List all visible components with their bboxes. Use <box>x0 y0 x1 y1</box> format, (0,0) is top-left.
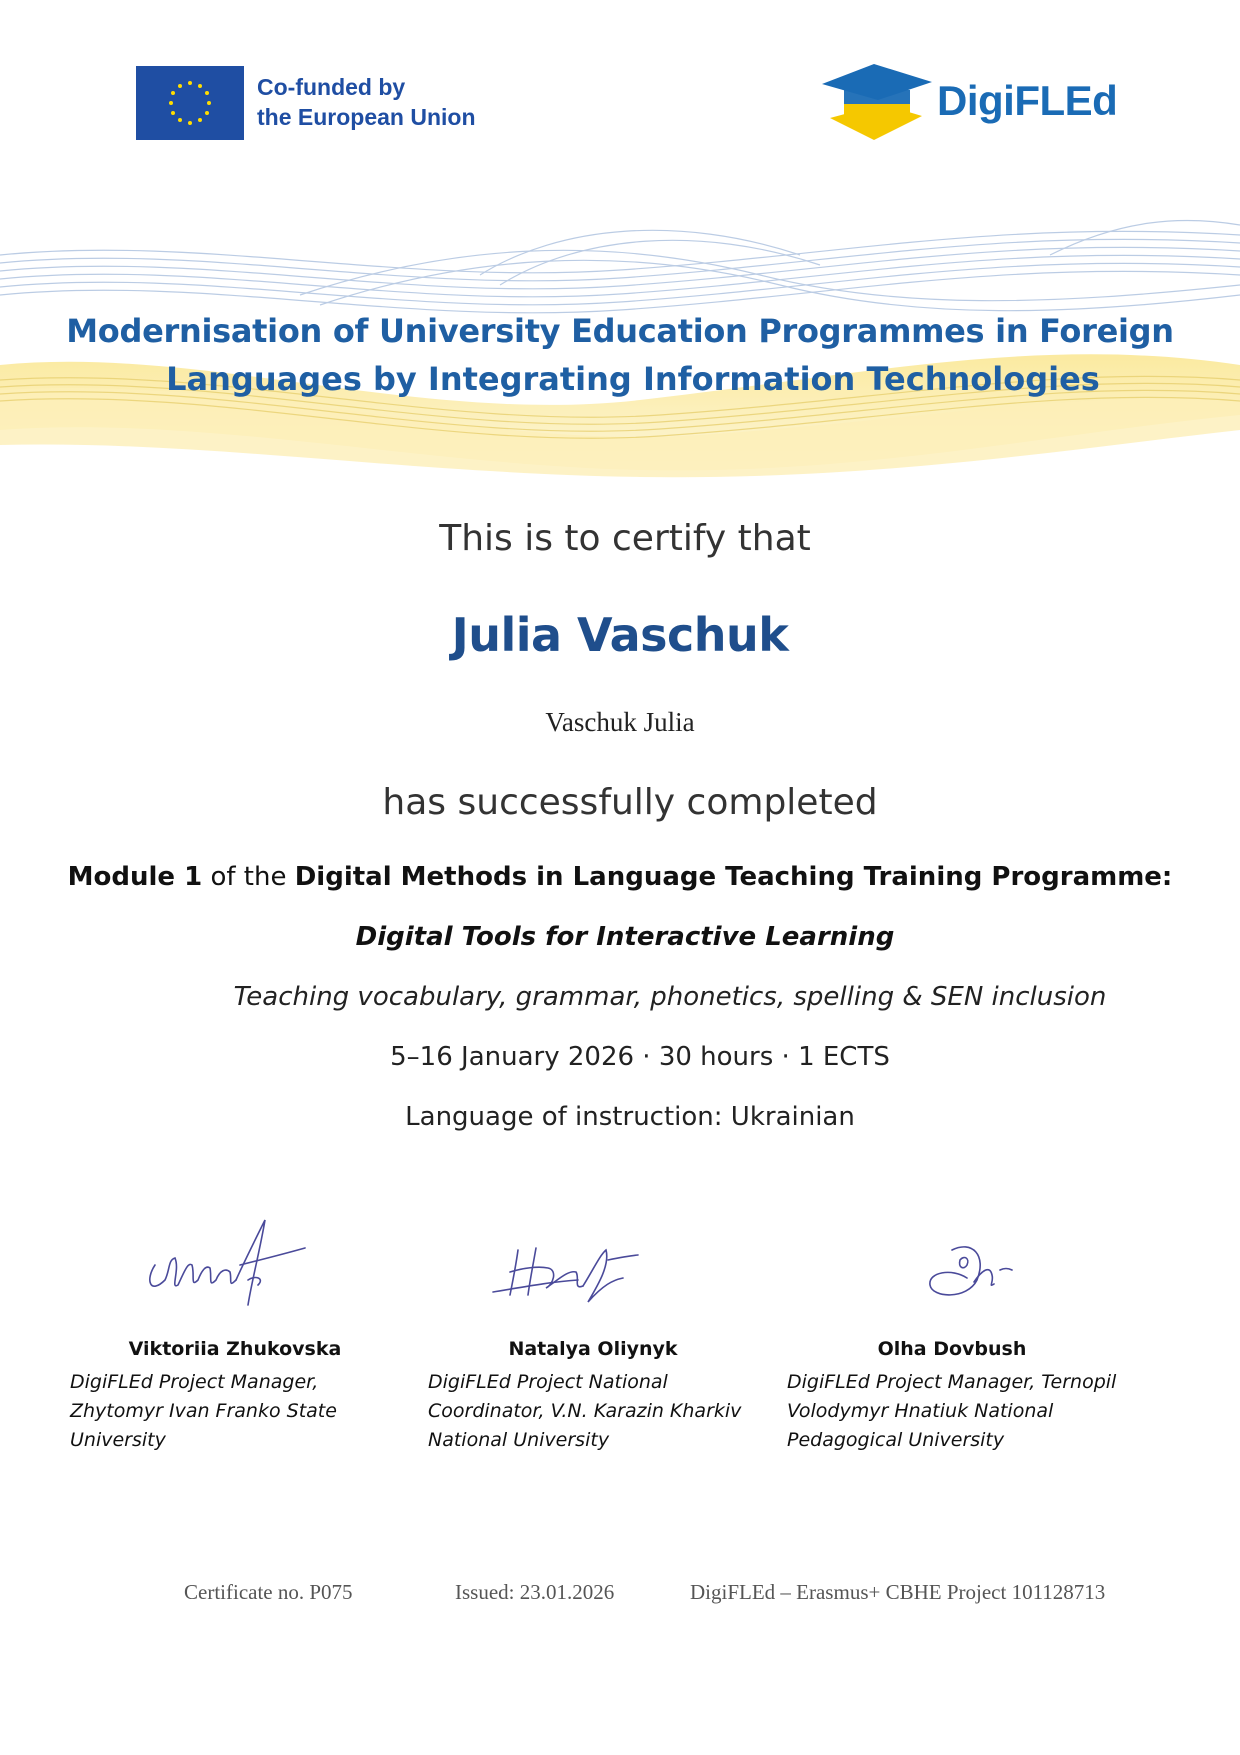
digifled-wordmark: DigiFLEd <box>937 77 1118 124</box>
dates-hours-credits: 5–16 January 2026 · 30 hours · 1 ECTS <box>390 1042 890 1072</box>
role-line: Coordinator, V.N. Karazin Kharkiv <box>428 1400 742 1422</box>
recipient-name: Julia Vaschuk <box>451 608 789 662</box>
digifled-logo <box>822 60 1118 150</box>
eu-line-1: Co-funded by <box>257 74 406 100</box>
role-line: Zhytomyr Ivan Franko State <box>70 1400 337 1422</box>
role-line: DigiFLEd Project Manager, Ternopil <box>787 1371 1117 1393</box>
language-of-instruction: Language of instruction: Ukrainian <box>405 1102 855 1132</box>
completed-text: has successfully completed <box>382 782 878 823</box>
eu-flag-icon <box>136 66 244 140</box>
banner-title-line-2: Languages by Integrating Information Technologies <box>166 360 1100 398</box>
role-line: Pedagogical University <box>787 1429 1005 1451</box>
signatory-role <box>787 1368 1117 1455</box>
signature-3 <box>912 1210 1032 1320</box>
eu-line-2: the European Union <box>257 104 476 130</box>
role-line: DigiFLEd Project National <box>428 1371 668 1393</box>
banner-title-line-1: Modernisation of University Education Programmes in Foreign <box>66 312 1174 350</box>
graduation-cap-icon <box>822 60 937 150</box>
module-number: Module 1 <box>67 862 203 892</box>
role-line: University <box>70 1429 166 1451</box>
certify-text: This is to certify that <box>439 518 811 559</box>
module-line <box>0 862 1240 892</box>
issue-date: Issued: 23.01.2026 <box>455 1580 615 1604</box>
signatory-role <box>70 1368 400 1455</box>
module-connector: of the <box>202 862 295 892</box>
wave-pattern <box>0 215 1240 485</box>
module-topics: Teaching vocabulary, grammar, phonetics, spelling & SEN inclusion <box>233 982 1107 1012</box>
signatory-role <box>428 1368 758 1455</box>
signatory-name: Viktoriia Zhukovska <box>128 1338 342 1360</box>
signature-2 <box>488 1210 668 1320</box>
role-line: Volodymyr Hnatiuk National <box>787 1400 1054 1422</box>
programme-name: Digital Methods in Language Teaching Training Programme: <box>294 862 1173 892</box>
project-banner <box>0 215 1240 485</box>
signature-1 <box>140 1210 320 1320</box>
eu-cofunded-label <box>257 72 517 132</box>
project-reference: DigiFLEd – Erasmus+ CBHE Project 101128713 <box>690 1580 1106 1604</box>
role-line: National University <box>428 1429 610 1451</box>
signatory-name: Olha Dovbush <box>877 1338 1027 1360</box>
role-line: DigiFLEd Project Manager, <box>70 1371 319 1393</box>
module-title: Digital Tools for Interactive Learning <box>355 922 895 952</box>
signatory-name: Natalya Oliynyk <box>508 1338 678 1360</box>
certificate-number: Certificate no. P075 <box>184 1580 353 1604</box>
recipient-name-native: Vaschuk Julia <box>545 707 695 737</box>
